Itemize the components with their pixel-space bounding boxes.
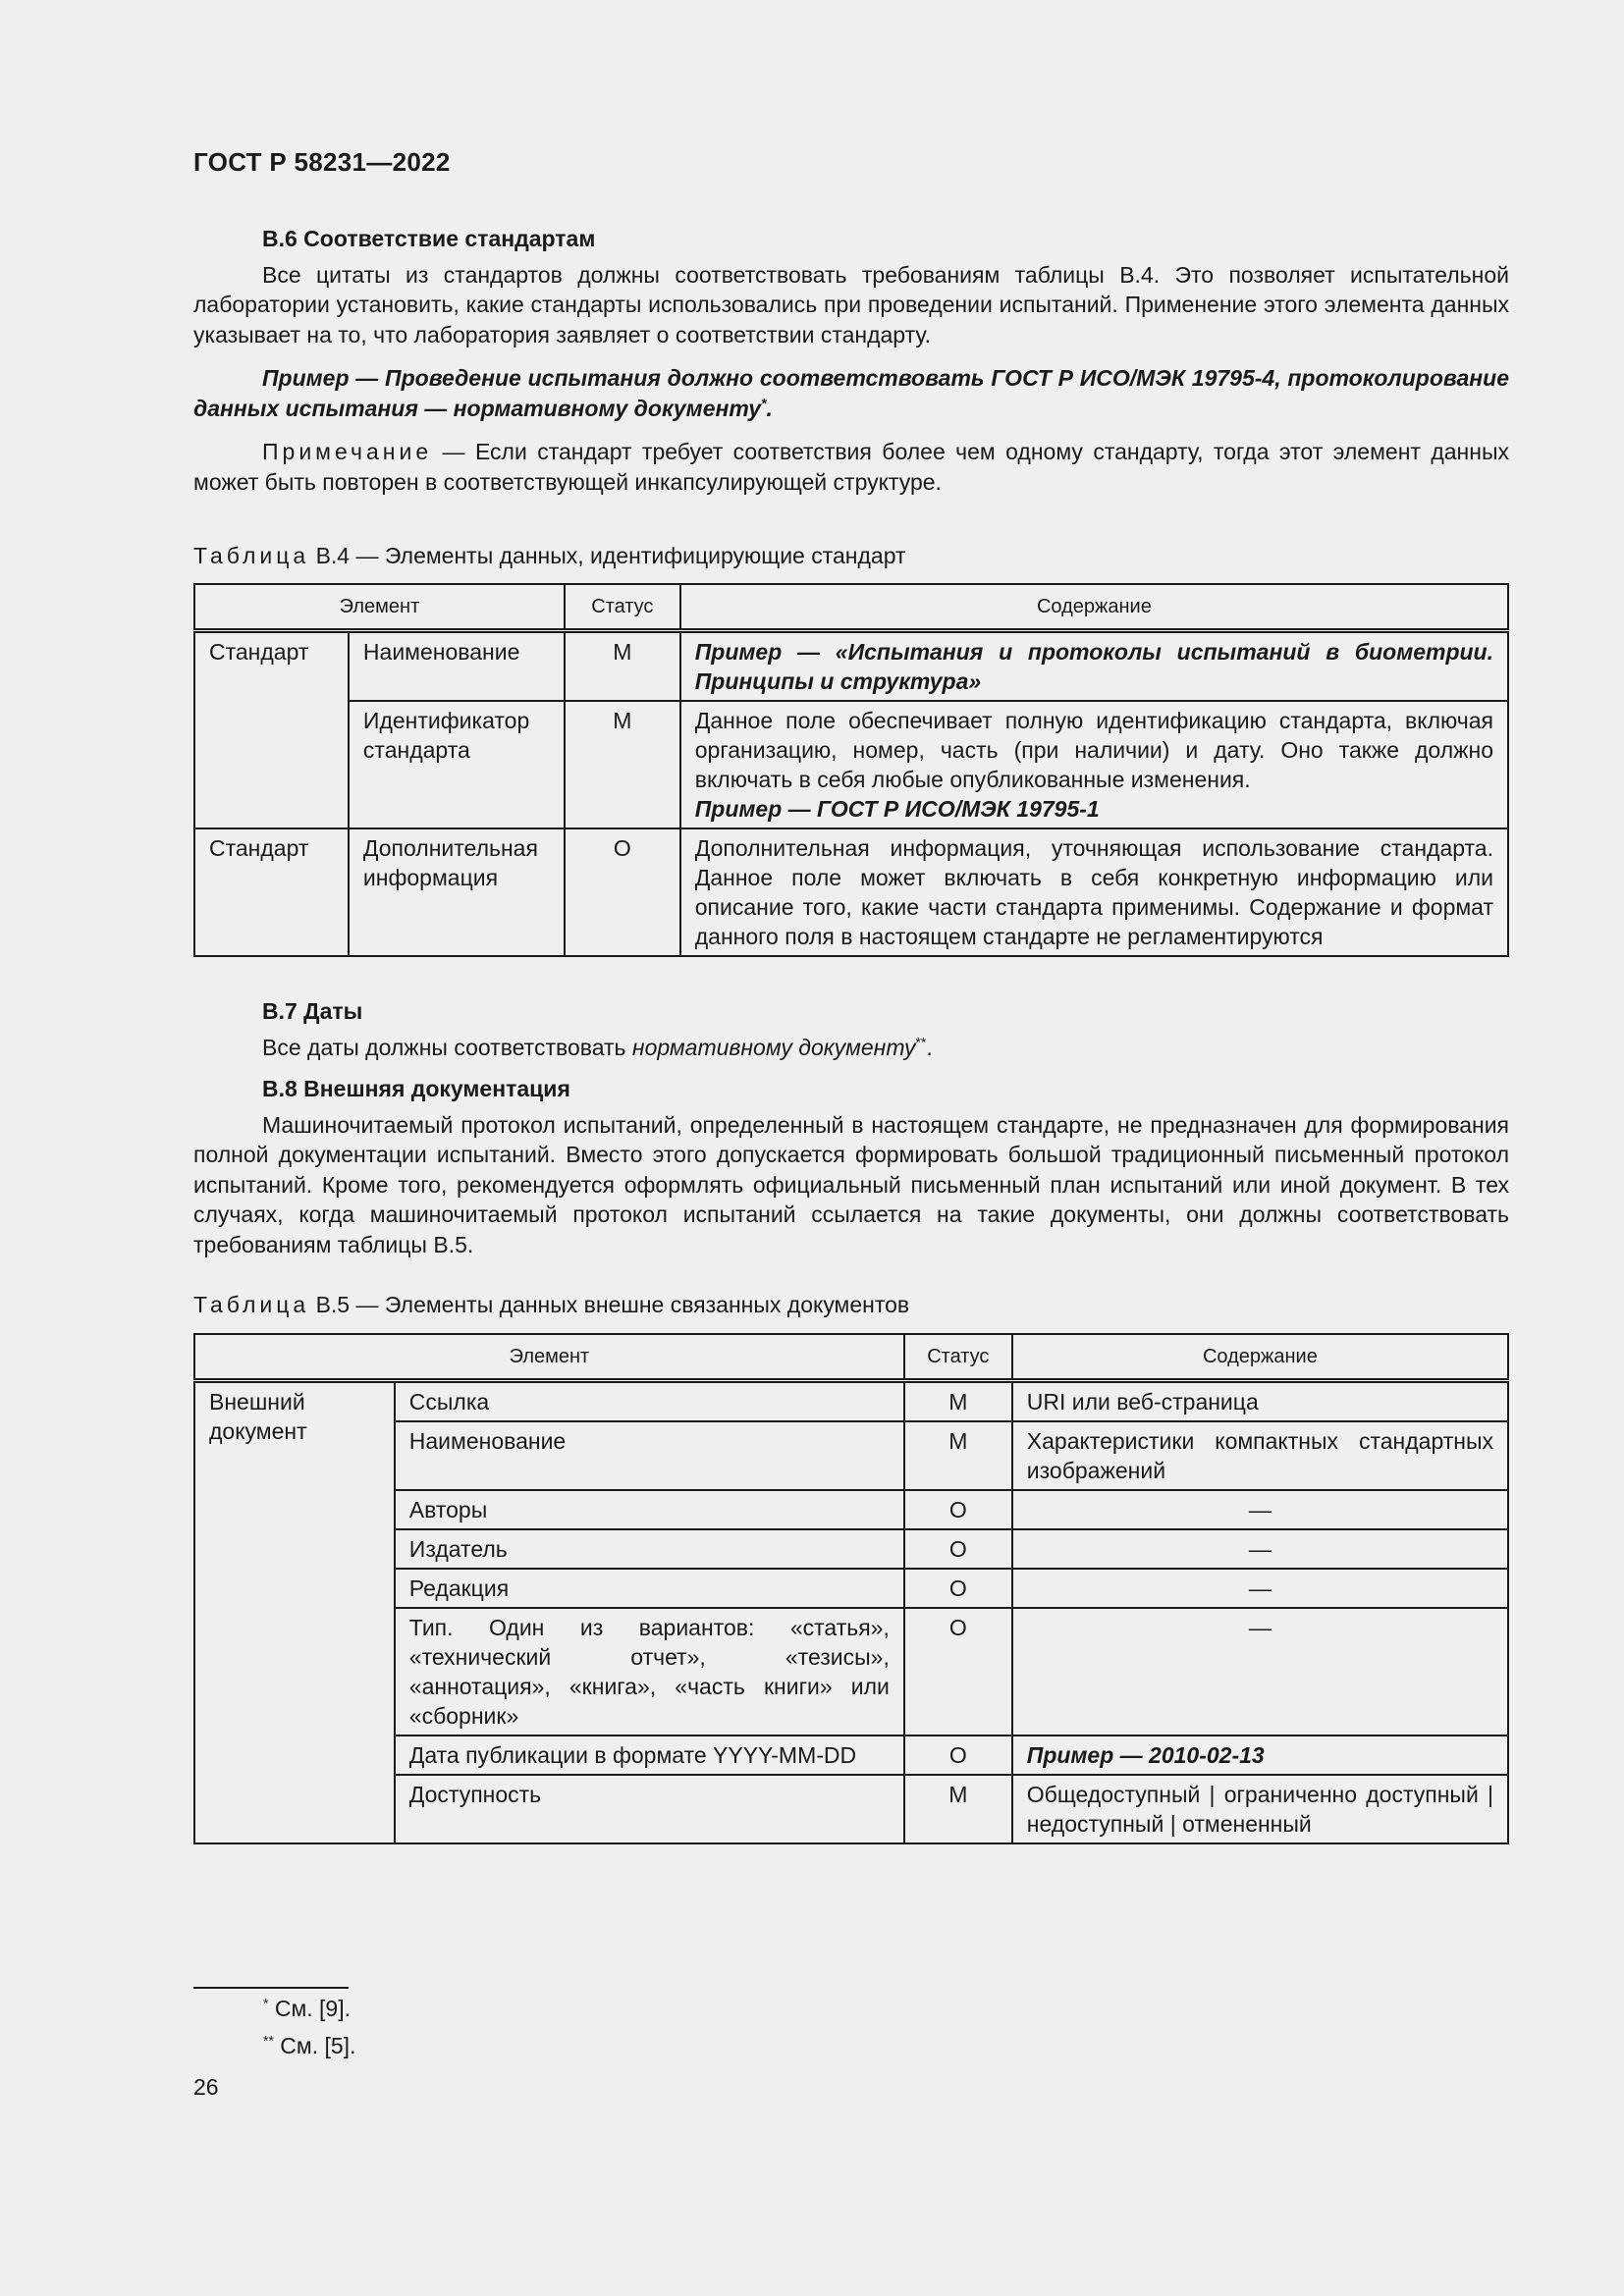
table-b5-caption-label: Таблица — [193, 1292, 310, 1317]
table-b5-caption — [193, 1292, 909, 1318]
table-b5-content-cell: — — [1012, 1490, 1508, 1529]
table-b4-status-cell: О — [565, 828, 680, 956]
table-b4-header-status: Статус — [565, 584, 680, 631]
section-b7-heading: В.7 Даты — [262, 998, 363, 1024]
table-b4-content-text: Данное поле обеспечивает полную идентификацию стандарта, включая организацию, номер, часть (при наличии) и дату. Оно также должно включать в себя любые опубликованные изменения. — [694, 708, 1493, 792]
footnote-1-text: См. [9]. — [268, 1996, 352, 2021]
table-b4-name-cell: Дополнительная информация — [349, 828, 565, 956]
table-b4-header-content: Содержание — [680, 584, 1508, 631]
table-b5-name-cell: Наименование — [395, 1421, 904, 1490]
footnote-2-text: См. [5]. — [273, 2033, 356, 2058]
table-row — [194, 701, 1508, 828]
table-b5-status-cell: М — [904, 1775, 1012, 1843]
table-b5-status-cell: О — [904, 1529, 1012, 1569]
table-b4-content-cell — [680, 701, 1508, 828]
note-label: Примечание — [262, 439, 433, 464]
table-b5-content-cell: — — [1012, 1608, 1508, 1735]
page-number: 26 — [193, 2074, 219, 2100]
table-b5-name-cell: Издатель — [395, 1529, 904, 1569]
table-b5-name-cell: Ссылка — [395, 1381, 904, 1422]
footnote-ref-1[interactable]: * — [761, 394, 767, 410]
footnote-ref-2[interactable]: ** — [915, 1033, 927, 1049]
table-b4 — [193, 583, 1509, 957]
table-b5-status-cell: О — [904, 1608, 1012, 1735]
example-text: Пример — Проведение испытания должно соответствовать ГОСТ Р ИСО/МЭК 19795-4, протоколирование данных испытания — нормативному документу — [193, 365, 1509, 421]
note-text: — Если стандарт требует соответствия более чем одному стандарту, тогда этот элемент данных может быть повторен в соответствующей инкапсулирующей структуре. — [193, 439, 1509, 495]
table-b5-status-cell: О — [904, 1569, 1012, 1608]
section-b7-end: . — [926, 1034, 933, 1060]
document-header: ГОСТ Р 58231—2022 — [193, 147, 451, 177]
table-b4-group-cell: Стандарт — [194, 631, 349, 829]
table-b4-content-example: Пример — ГОСТ Р ИСО/МЭК 19795-1 — [694, 796, 1100, 822]
table-b4-content-cell: Пример — «Испытания и протоколы испытаний в биометрии. Принципы и структура» — [680, 631, 1508, 702]
table-b5-content-cell: URI или веб-страница — [1012, 1381, 1508, 1422]
table-b5-header-element: Элемент — [194, 1334, 904, 1381]
table-row — [194, 631, 1508, 702]
table-b5-status-cell: М — [904, 1381, 1012, 1422]
section-b7-paragraph — [193, 1033, 1509, 1063]
table-b5-group-cell: Внешний документ — [194, 1381, 395, 1844]
footnote-1-mark: * — [263, 1995, 269, 2011]
section-b7-text: Все даты должны соответствовать — [262, 1034, 632, 1060]
section-b6 — [193, 224, 1509, 497]
table-b5-content-cell: Характеристики компактных стандартных изображений — [1012, 1421, 1508, 1490]
section-b7 — [193, 996, 1509, 1259]
table-b4-name-cell: Идентификатор стандарта — [349, 701, 565, 828]
table-b4-name-cell: Наименование — [349, 631, 565, 702]
table-b5-caption-text: В.5 — Элементы данных внешне связанных документов — [309, 1292, 910, 1317]
section-b8-heading: В.8 Внешняя документация — [262, 1076, 570, 1101]
table-b5-status-cell: О — [904, 1490, 1012, 1529]
section-b7-italic: нормативному документу — [631, 1034, 916, 1060]
table-b5-name-cell: Редакция — [395, 1569, 904, 1608]
table-b4-status-cell: М — [565, 701, 680, 828]
table-b5-content-cell: Общедоступный | ограниченно доступный | недоступный | отмененный — [1012, 1775, 1508, 1843]
section-b6-paragraph: Все цитаты из стандартов должны соответствовать требованиям таблицы В.4. Это позволяет испытательной лаборатории установить, какие стандарты использовались при проведении испытаний. Применение этого элемента данных указывает на то, что лаборатория заявляет о соответствии стандарту. — [193, 261, 1509, 347]
table-b5-content-cell: — — [1012, 1569, 1508, 1608]
table-b5-header-status: Статус — [904, 1334, 1012, 1381]
table-b4-content-cell: Дополнительная информация, уточняющая использование стандарта. Данное поле может включать в себя конкретную информацию или описание того, какие части стандарта применимы. Содержание и формат данного поля в настоящем стандарте не регламентируются — [680, 828, 1508, 956]
table-b4-caption-label: Таблица — [193, 543, 310, 568]
table-b5-header-content: Содержание — [1012, 1334, 1508, 1381]
section-b6-example — [193, 363, 1509, 423]
table-b4-caption — [193, 543, 906, 569]
table-b5-name-cell: Тип. Один из вариантов: «статья», «технический отчет», «тезисы», «аннотация», «книга», «часть книги» или «сборник» — [395, 1608, 904, 1735]
table-b5-name-cell: Дата публикации в формате YYYY-MM-DD — [395, 1735, 904, 1775]
table-b4-status-cell: М — [565, 631, 680, 702]
example-end: . — [766, 395, 773, 421]
table-b4-header-element: Элемент — [194, 584, 565, 631]
table-b5-status-cell: М — [904, 1421, 1012, 1490]
section-b6-note — [193, 437, 1509, 497]
table-b4-header-row — [194, 584, 1508, 631]
table-b4-caption-text: В.4 — Элементы данных, идентифицирующие стандарт — [309, 543, 906, 568]
table-b5-header-row — [194, 1334, 1508, 1381]
table-b5-name-cell: Авторы — [395, 1490, 904, 1529]
table-b4-group-cell: Стандарт — [194, 828, 349, 956]
footnote-2-mark: ** — [263, 2032, 274, 2049]
table-row — [194, 828, 1508, 956]
table-b5-content-cell: Пример — 2010-02-13 — [1012, 1735, 1508, 1775]
footnote-separator — [193, 1987, 349, 1989]
section-b8-paragraph: Машиночитаемый протокол испытаний, определенный в настоящем стандарте, не предназначен для формирования полной документации испытаний. Вместо этого допускается формировать большой традиционный письменный протокол испытаний. Кроме того, рекомендуется оформлять официальный письменный план испытаний или иной документ. В тех случаях, когда машиночитаемый протокол испытаний ссылается на такие документы, они должны соответствовать требованиям таблицы В.5. — [193, 1111, 1509, 1257]
footnote-2 — [263, 2033, 355, 2059]
table-b5 — [193, 1333, 1509, 1844]
table-b5-name-cell: Доступность — [395, 1775, 904, 1843]
table-row — [194, 1381, 1508, 1422]
section-b6-heading: В.6 Соответствие стандартам — [262, 226, 596, 251]
table-b5-status-cell: О — [904, 1735, 1012, 1775]
table-b5-content-cell: — — [1012, 1529, 1508, 1569]
footnote-1 — [263, 1996, 351, 2022]
